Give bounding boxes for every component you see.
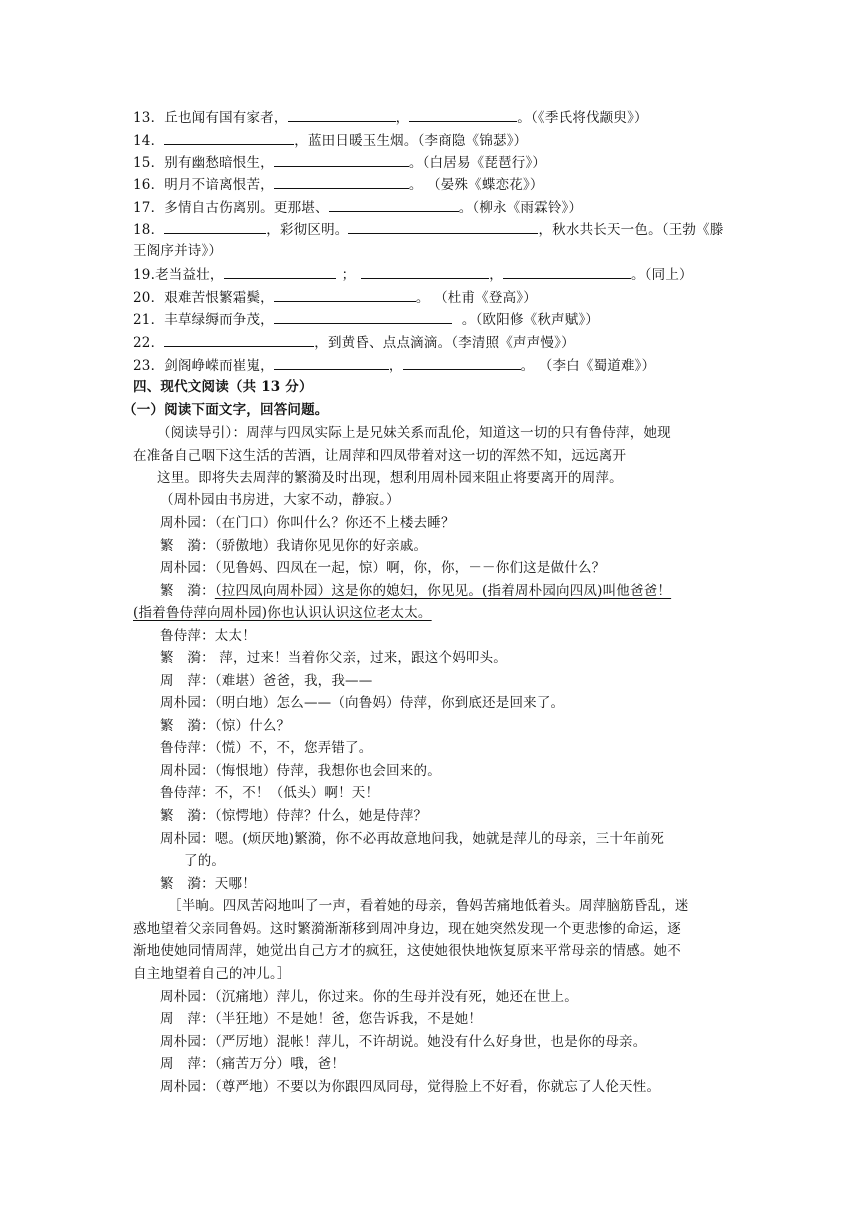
dialogue-line-underlined (160, 581, 671, 601)
answer-blank (288, 107, 396, 122)
dialogue-line: 繁 漪：天哪！ (160, 876, 256, 892)
answer-blank (274, 355, 389, 370)
q23-sep: ， (388, 358, 403, 374)
passage-line: 在准备自己咽下这生活的苦酒，让周萍和四凤带着对这一切的浑然不知，远远离开 (133, 448, 627, 464)
answer-blank (274, 287, 416, 302)
dialogue-line: 周朴园：（悔恨地）侍萍，我想你也会回来的。 (160, 763, 441, 779)
question-19 (133, 264, 693, 285)
q15-text: 15．别有幽愁暗恨生， (133, 155, 274, 171)
q18-text: ，彩彻区明。 (266, 222, 349, 238)
question-22 (133, 332, 575, 353)
question-14 (133, 130, 527, 151)
dialogue-line: 鲁侍萍：（慌）不，不，您弄错了。 (160, 740, 373, 756)
dialogue-line: 周朴园：（严厉地）混帐！萍儿，不许胡说。她没有什么好身世，也是你的母亲。 (160, 1034, 647, 1050)
answer-blank (164, 332, 314, 347)
question-13 (133, 107, 648, 128)
question-17 (133, 197, 582, 218)
q18-text-2: ，秋水共长天一色。（王勃《滕 (538, 222, 724, 238)
q19-sep-2: ， (489, 267, 503, 283)
dialogue-line: 周朴园：嗯。(烦厌地)繁漪，你不必再故意地问我，她就是萍儿的母亲，三十年前死 (160, 831, 665, 847)
stage-direction: 惑地望着父亲同鲁妈。这时繁漪渐渐移到周冲身边，现在她突然发现一个更悲惨的命运，逐 (133, 921, 681, 937)
stage-direction: 渐地使她同情周萍，她觉出自己方才的疯狂，这使她很快地恢复原来平常母亲的情感。她不 (133, 943, 681, 959)
answer-blank (348, 219, 538, 234)
dialogue-line: 周 萍：（痛苦万分）哦，爸！ (160, 1056, 346, 1072)
q17-source: 。（柳永《雨霖铃》） (458, 200, 583, 216)
question-23 (133, 355, 655, 376)
q21-text: 21．丰草绿缛而争茂， (133, 312, 274, 328)
q20-source: 。 （杜甫《登高》） (415, 290, 537, 306)
answer-blank (164, 219, 266, 234)
speaker-label: 繁 漪： (160, 583, 215, 599)
dialogue-line: 周朴园：（见鲁妈、四凤在一起，惊）啊，你，你，－－你们这是做什么？ (160, 560, 606, 576)
dialogue-line: 周 萍：（半狂地）不是她！爸，您告诉我，不是她！ (160, 1011, 483, 1027)
q16-text: 16．明月不谙离恨苦， (133, 177, 274, 193)
answer-blank (329, 197, 459, 212)
q14-number: 14． (133, 133, 165, 149)
q23-text: 23．剑阁峥嵘而崔嵬， (133, 358, 274, 374)
answer-blank (403, 355, 521, 370)
q22-number: 22． (133, 335, 165, 351)
stage-direction: 自主地望着自己的冲儿。］ (133, 966, 291, 982)
answer-blank (224, 264, 336, 279)
q19-text: 19.老当益壮， (133, 267, 224, 283)
passage-line: 这里。即将失去周萍的繁漪及时出现，想利用周朴园来阻止将要离开的周萍。 (157, 470, 623, 486)
answer-blank (409, 107, 517, 122)
dialogue-line: 繁 漪：（惊）什么？ (160, 718, 291, 734)
question-20 (133, 287, 537, 308)
stage-direction: ［半晌。四凤苦闷地叫了一声，看着她的母亲，鲁妈苦痛地低着头。周萍脑筋昏乱，迷 (168, 898, 689, 914)
q19-sep: ； (341, 267, 356, 283)
answer-blank (274, 152, 409, 167)
q13-source: 。（《季氏将伐颛臾》） (517, 110, 648, 126)
q13-text: 13．丘也闻有国有家者， (133, 110, 288, 126)
underlined-text: (指着鲁侍萍向周朴园)你也认识认识这位老太太。 (133, 605, 432, 621)
answer-blank (164, 130, 294, 145)
passage-line: （阅读导引）：周萍与四凤实际上是兄妹关系而乱伦，知道这一切的只有鲁侍萍，她现 (157, 425, 671, 441)
dialogue-line: 周朴园：（尊严地）不要以为你跟四凤同母，觉得脸上不好看，你就忘了人伦天性。 (160, 1079, 661, 1095)
q13-sep: ， (395, 110, 410, 126)
dialogue-line: 鲁侍萍：不，不！（低头）啊！天！ (160, 785, 380, 801)
q22-text: ，到黄昏、点点滴滴。（李清照《声声慢》） (314, 335, 575, 351)
q23-source: 。 （李白《蜀道难》） (520, 358, 656, 374)
q17-text: 17．多情自古伤离别。更那堪、 (133, 200, 329, 216)
dialogue-line: 繁 漪：（惊愕地）侍萍？什么，她是侍萍？ (160, 808, 428, 824)
question-21 (133, 309, 599, 330)
q21-source: 。（欧阳修《秋声赋》） (461, 312, 600, 328)
q16-source: 。 （晏殊《蝶恋花》） (408, 177, 544, 193)
question-18-cont (133, 241, 222, 261)
underlined-text: （拉四凤向周朴园）这是你的媳妇，你见见。(指着周朴园向四凤)叫他爸爸！ (214, 583, 672, 599)
question-16 (133, 174, 544, 195)
q14-text: ，蓝田日暖玉生烟。（李商隐《锦瑟》） (294, 133, 528, 149)
q18-number: 18． (133, 222, 165, 238)
dialogue-line: 周朴园：（在门口）你叫什么？你还不上楼去睡？ (160, 515, 455, 531)
q19-source: 。（同上） (630, 267, 693, 283)
question-18 (133, 219, 724, 240)
question-15 (133, 152, 546, 173)
q18-source: 王阁序并诗》） (133, 243, 223, 259)
subsection-heading: （一）阅读下面文字，回答问题。 (123, 402, 329, 418)
answer-blank (274, 174, 409, 189)
dialogue-line: 周朴园：（沉痛地）萍儿，你过来。你的生母并没有死，她还在世上。 (160, 989, 578, 1005)
answer-blank (361, 264, 489, 279)
passage-line: （周朴园由书房进，大家不动，静寂。） (160, 492, 400, 508)
dialogue-line: 了的。 (184, 853, 226, 869)
section-heading: 四、现代文阅读（共 13 分） (133, 379, 313, 395)
q20-text: 20．艰难苦恨繁霜鬓， (133, 290, 274, 306)
answer-blank (503, 264, 631, 279)
dialogue-line: 周朴园：（明白地）怎么——（向鲁妈）侍萍，你到底还是回来了。 (160, 695, 565, 711)
q15-source: 。（白居易《琵琶行》） (408, 155, 547, 171)
dialogue-line-underlined-cont (133, 603, 432, 623)
dialogue-line: 繁 漪： 萍，过来！当着你父亲，过来，跟这个妈叩头。 (160, 650, 507, 666)
dialogue-line: 鲁侍萍：太太！ (160, 628, 256, 644)
answer-blank (274, 309, 452, 324)
dialogue-line: 周 萍：（难堪）爸爸，我，我—— (160, 673, 373, 689)
dialogue-line: 繁 漪：（骄傲地）我请你见见你的好亲戚。 (160, 538, 428, 554)
